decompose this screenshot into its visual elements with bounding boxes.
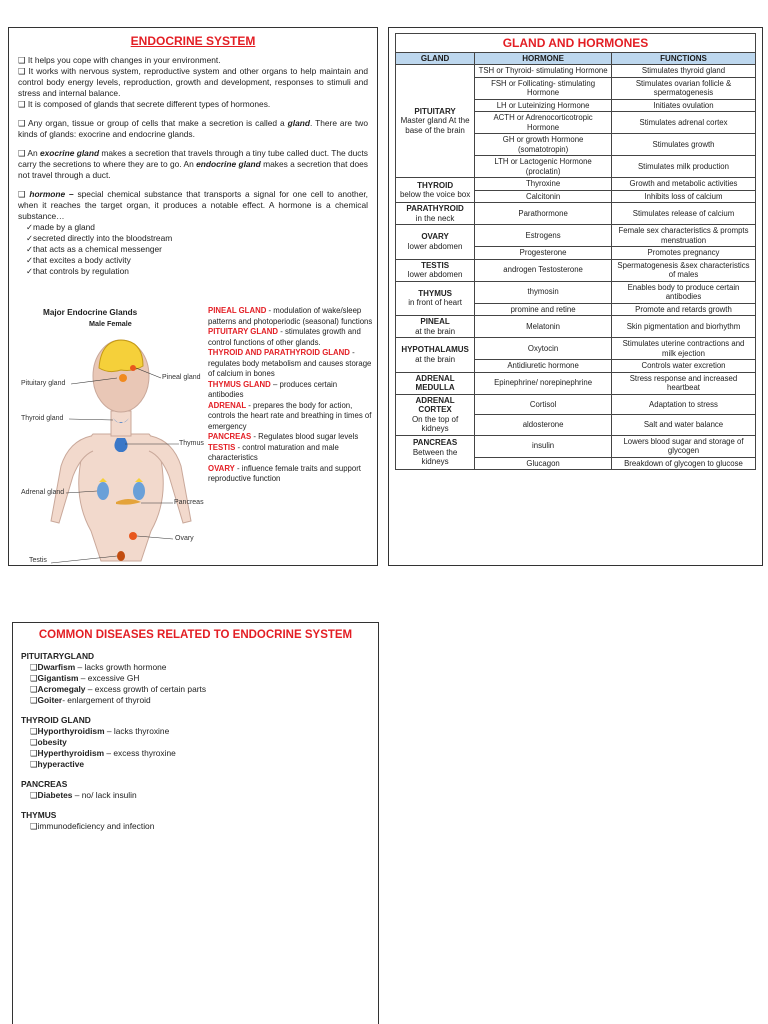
- gland-name: PITUITARY: [414, 106, 456, 116]
- figure-title: Major Endocrine Glands: [43, 308, 138, 317]
- disease-list: [21, 726, 370, 770]
- hormone-cell: promine and retine: [475, 303, 612, 316]
- text: makes a secretion that does not travel through a duct.: [18, 159, 368, 180]
- disease-description: – excess growth of certain parts: [85, 684, 207, 694]
- disease-list: [21, 790, 370, 801]
- gland-name: PANCREAS: [412, 438, 458, 447]
- gland-location: in the neck: [415, 213, 455, 223]
- intro-line: ❑ It is composed of glands that secrete different types of hormones.: [18, 99, 271, 109]
- intro-line: ❑ It works with nervous system, reproductive system and other organs to help maintain and control body energy levels, reproduction, growth and development, responses to stimuli and stress and internal balance.: [18, 66, 368, 98]
- gland-location: lower abdomen: [407, 270, 463, 279]
- gland-note-name: PANCREAS: [208, 432, 252, 441]
- body-illustration: [21, 306, 209, 564]
- disease-list: [21, 662, 370, 706]
- table-row: [396, 259, 756, 281]
- gland-name: OVARY: [421, 232, 449, 242]
- checklist-item: ✓ secreted directly into the bloodstream: [26, 233, 368, 244]
- function-cell: Inhibits loss of calcium: [611, 190, 755, 203]
- term-exocrine: exocrine gland: [39, 148, 100, 158]
- function-cell: Controls water excretion: [611, 360, 755, 373]
- function-cell: Stimulates ovarian follicle & spermatogenesis: [611, 77, 755, 99]
- gland-note-text: - regulates body metabolism and causes storage of calcium in bones: [208, 348, 372, 378]
- gland-note-text: - influence female traits and support reproductive function: [208, 463, 361, 483]
- hormone-cell: GH or growth Hormone (somatotropin): [475, 134, 612, 156]
- endocrine-system-panel: [8, 27, 378, 566]
- gland-note-name: PITUITARY GLAND: [208, 327, 279, 336]
- hormone-checklist: [18, 222, 368, 277]
- hormone-cell: Parathormone: [475, 203, 612, 225]
- checklist-item: ✓ that excites a body activity: [26, 255, 368, 266]
- gland-name: ADRENAL CORTEX: [415, 395, 455, 414]
- gland-note: [208, 348, 373, 380]
- function-cell: Female sex characteristics & prompts menstruation: [611, 225, 755, 247]
- intro-line: ❑ It helps you cope with changes in your environment.: [18, 55, 221, 65]
- function-cell: Lowers blood sugar and storage of glycogen: [611, 435, 755, 457]
- gland-note-text: – produces certain antibodies: [208, 379, 338, 399]
- disease-item: [30, 726, 370, 737]
- gland-location: at the brain: [415, 326, 456, 336]
- diseases-list: [21, 651, 370, 832]
- disease-name: Hyporthyroidism: [37, 726, 105, 736]
- hormone-cell: Oxytocin: [475, 338, 612, 360]
- text: ❑: [18, 189, 30, 199]
- gland-definition: [18, 118, 368, 140]
- gland-note-name: PINEAL GLAND: [208, 306, 267, 315]
- endocrine-glands-figure: [21, 306, 209, 564]
- table-row: [396, 281, 756, 303]
- function-cell: Skin pigmentation and biorhythm: [611, 316, 755, 338]
- gland-note-text: - stimulates growth and control functions of other glands.: [208, 327, 361, 347]
- gland-location: below the voice box: [399, 190, 471, 199]
- disease-name: Hyperthyroidism: [37, 748, 105, 758]
- table-body: [396, 65, 756, 470]
- hormone-cell: Melatonin: [475, 316, 612, 338]
- hormone-cell: Progesterone: [475, 247, 612, 260]
- gland-cell: [396, 178, 475, 203]
- gland-note: [208, 401, 373, 433]
- gland-cell: [396, 65, 475, 178]
- disease-section-heading: THYMUS: [21, 810, 57, 820]
- function-cell: Stimulates release of calcium: [611, 203, 755, 225]
- disease-section-heading: PANCREAS: [21, 779, 68, 789]
- function-cell: Promotes pregnancy: [611, 247, 755, 260]
- gland-note: [208, 306, 373, 327]
- table-row: [396, 65, 756, 78]
- disease-description: – no/ lack insulin: [72, 790, 137, 800]
- gland-location: On the top of kidneys: [411, 414, 459, 433]
- gland-location: lower abdomen: [407, 241, 463, 251]
- exocrine-definition: [18, 148, 368, 181]
- gland-cell: [396, 338, 475, 373]
- function-cell: Stimulates milk production: [611, 156, 755, 178]
- table-row: [396, 316, 756, 338]
- text: ❑ An: [18, 148, 40, 158]
- hormone-cell: thymosin: [475, 281, 612, 303]
- hormone-definition: [18, 189, 368, 222]
- text: ❑ Any organ, tissue or group of cells that make a secretion is called a: [18, 118, 288, 128]
- column-header: FUNCTIONS: [611, 53, 755, 65]
- gland-location: Between the kidneys: [412, 447, 458, 466]
- hormone-cell: ACTH or Adrenocorticotropic Hormone: [475, 112, 612, 134]
- disease-name: hyperactive: [37, 759, 85, 769]
- function-cell: Stimulates adrenal cortex: [611, 112, 755, 134]
- function-cell: Enables body to produce certain antibodies: [611, 281, 755, 303]
- disease-list: [21, 821, 370, 832]
- function-cell: Spermatogenesis &sex characteristics of males: [611, 259, 755, 281]
- gland-cell: [396, 259, 475, 281]
- column-header: HORMONE: [475, 53, 612, 65]
- table-header-row: [396, 53, 756, 65]
- figure-subtitle: Male Female: [89, 319, 132, 328]
- disease-item: [30, 790, 370, 801]
- hormone-cell: FSH or Follicating- stimulating Hormone: [475, 77, 612, 99]
- gland-note-text: - control maturation and male characteristics: [208, 442, 339, 462]
- gland-notes: [208, 306, 373, 485]
- label-testis: Testis: [29, 557, 47, 564]
- gland-note-name: THYROID AND PARATHYROID GLAND: [208, 348, 350, 357]
- panel-title: ENDOCRINE SYSTEM: [130, 34, 256, 48]
- label-pituitary: Pituitary gland: [21, 380, 66, 387]
- gland-note-name: ADRENAL: [208, 400, 247, 410]
- diseases-panel: [12, 622, 379, 1024]
- function-cell: Growth and metabolic activities: [611, 178, 755, 191]
- text: special chemical substance that transports a signal for one cell to another, when it reaches the target organ, it produces a notable effect. A hormone is a chemical substance…: [18, 189, 369, 221]
- disease-description: – lacks growth hormone: [75, 662, 167, 672]
- hormone-cell: androgen Testosterone: [475, 259, 612, 281]
- gland-note-text: - prepares the body for action, controls the heart rate and breathing in times of emergency: [208, 400, 372, 431]
- gland-note-text: - Regulates blood sugar levels: [251, 432, 359, 441]
- function-cell: Stimulates uterine contractions and milk ejection: [611, 338, 755, 360]
- disease-item: [30, 737, 370, 748]
- disease-name: Dwarfism: [37, 662, 76, 672]
- disease-name: Gigantism: [37, 673, 79, 683]
- table-row: [396, 203, 756, 225]
- disease-name: Diabetes: [37, 790, 73, 800]
- gland-note: [208, 432, 373, 443]
- hormone-cell: Epinephrine/ norepinephrine: [475, 372, 612, 394]
- label-thyroid: Thyroid gland: [21, 415, 64, 422]
- disease-item: [30, 821, 370, 832]
- disease-item: [30, 748, 370, 759]
- gland-location: in front of heart: [408, 298, 462, 308]
- gland-note: [208, 443, 373, 464]
- gland-cell: [396, 394, 475, 435]
- gland-cell: [396, 225, 475, 260]
- disease-item: [30, 695, 370, 706]
- disease-section-heading: PITUITARYGLAND: [21, 651, 95, 661]
- text: . There are two kinds of glands: exocrine and endocrine glands.: [18, 118, 369, 139]
- disease-item: [30, 684, 370, 695]
- function-cell: Stress response and increased heartbeat: [611, 372, 755, 394]
- gland-name: PARATHYROID: [406, 204, 464, 213]
- gland-name: ADRENAL MEDULLA: [415, 373, 455, 392]
- gland-note: [208, 327, 373, 348]
- function-cell: Adaptation to stress: [611, 394, 755, 415]
- gland-note: [208, 380, 373, 401]
- gland-note-text: - modulation of wake/sleep patterns and photoperiodic (seasonal) functions: [208, 306, 373, 326]
- function-cell: Initiates ovulation: [611, 99, 755, 112]
- label-adrenal: Adrenal gland: [21, 489, 65, 496]
- table-title: GLAND AND HORMONES: [395, 33, 756, 52]
- hormone-cell: Thyroxine: [475, 178, 612, 191]
- gland-cell: [396, 435, 475, 470]
- hormone-cell: Calcitonin: [475, 190, 612, 203]
- function-cell: Stimulates growth: [611, 134, 755, 156]
- disease-item: [30, 673, 370, 684]
- gland-cell: [396, 316, 475, 338]
- term-hormone: hormone –: [29, 189, 74, 199]
- gland-location: at the brain: [415, 354, 456, 364]
- diseases-title: COMMON DISEASES RELATED TO ENDOCRINE SYSTEM: [38, 629, 353, 641]
- hormone-cell: LH or Luteinizing Hormone: [475, 99, 612, 112]
- hormone-cell: Glucagon: [475, 457, 612, 470]
- disease-description: – excess thyroxine: [104, 748, 176, 758]
- table-row: [396, 372, 756, 394]
- gland-note: [208, 464, 373, 485]
- checklist-item: ✓ that controls by regulation: [26, 266, 368, 277]
- function-cell: Promote and retards growth: [611, 303, 755, 316]
- disease-item: [30, 662, 370, 673]
- gland-name: TESTIS: [421, 260, 450, 270]
- table-row: [396, 338, 756, 360]
- hormone-cell: aldosterone: [475, 415, 612, 436]
- gland-name: PINEAL: [420, 317, 450, 326]
- hormone-cell: TSH or Thyroid- stimulating Hormone: [475, 65, 612, 78]
- function-cell: Stimulates thyroid gland: [611, 65, 755, 78]
- intro-text: [18, 55, 368, 277]
- checklist-item: ✓ that acts as a chemical messenger: [26, 244, 368, 255]
- gland-location: Master gland At the base of the brain: [400, 116, 470, 135]
- disease-section-heading: THYROID GLAND: [21, 715, 91, 725]
- disease-name: Goiter: [37, 695, 63, 705]
- gland-hormone-table: [395, 52, 756, 470]
- gland-cell: [396, 203, 475, 225]
- gland-name: THYMUS: [418, 288, 452, 298]
- disease-description: - enlargement of thyroid: [62, 695, 151, 705]
- table-row: [396, 178, 756, 191]
- disease-name: Acromegaly: [37, 684, 86, 694]
- table-row: [396, 435, 756, 457]
- term-gland: gland: [287, 118, 310, 128]
- hormone-cell: Antidiuretic hormone: [475, 360, 612, 373]
- gland-note-name: THYMUS GLAND: [208, 379, 271, 389]
- gland-hormones-panel: [388, 27, 763, 566]
- column-header: GLAND: [396, 53, 475, 65]
- checklist-item: ✓ made by a gland: [26, 222, 368, 233]
- gland-name: HYPOTHALAMUS: [401, 345, 469, 355]
- hormone-cell: Cortisol: [475, 394, 612, 415]
- term-endocrine: endocrine gland: [196, 159, 261, 169]
- hormone-cell: LTH or Lactogenic Hormone (proclatin): [475, 156, 612, 178]
- table-row: [396, 225, 756, 247]
- gland-note-name: OVARY: [208, 463, 235, 473]
- disease-description: – excessive GH: [78, 673, 140, 683]
- disease-description: – lacks thyroxine: [104, 726, 170, 736]
- table-row: [396, 394, 756, 415]
- label-pancreas: Pancreas: [174, 499, 204, 506]
- text: makes a secretion that travels through a tiny tube called duct. The ducts carry the secretions to where they are to go. An: [18, 148, 368, 169]
- gland-cell: [396, 372, 475, 394]
- gland-note-name: TESTIS: [208, 442, 236, 452]
- label-pineal: Pineal gland: [162, 374, 201, 381]
- hormone-cell: insulin: [475, 435, 612, 457]
- function-cell: Salt and water balance: [611, 415, 755, 436]
- label-ovary: Ovary: [175, 535, 194, 542]
- hormone-cell: Estrogens: [475, 225, 612, 247]
- disease-item: [30, 759, 370, 770]
- disease-description: immunodeficiency and infection: [37, 821, 155, 831]
- gland-name: THYROID: [417, 180, 454, 190]
- function-cell: Breakdown of glycogen to glucose: [611, 457, 755, 470]
- disease-name: obesity: [37, 737, 67, 747]
- gland-cell: [396, 281, 475, 316]
- label-thymus: Thymus: [179, 440, 204, 447]
